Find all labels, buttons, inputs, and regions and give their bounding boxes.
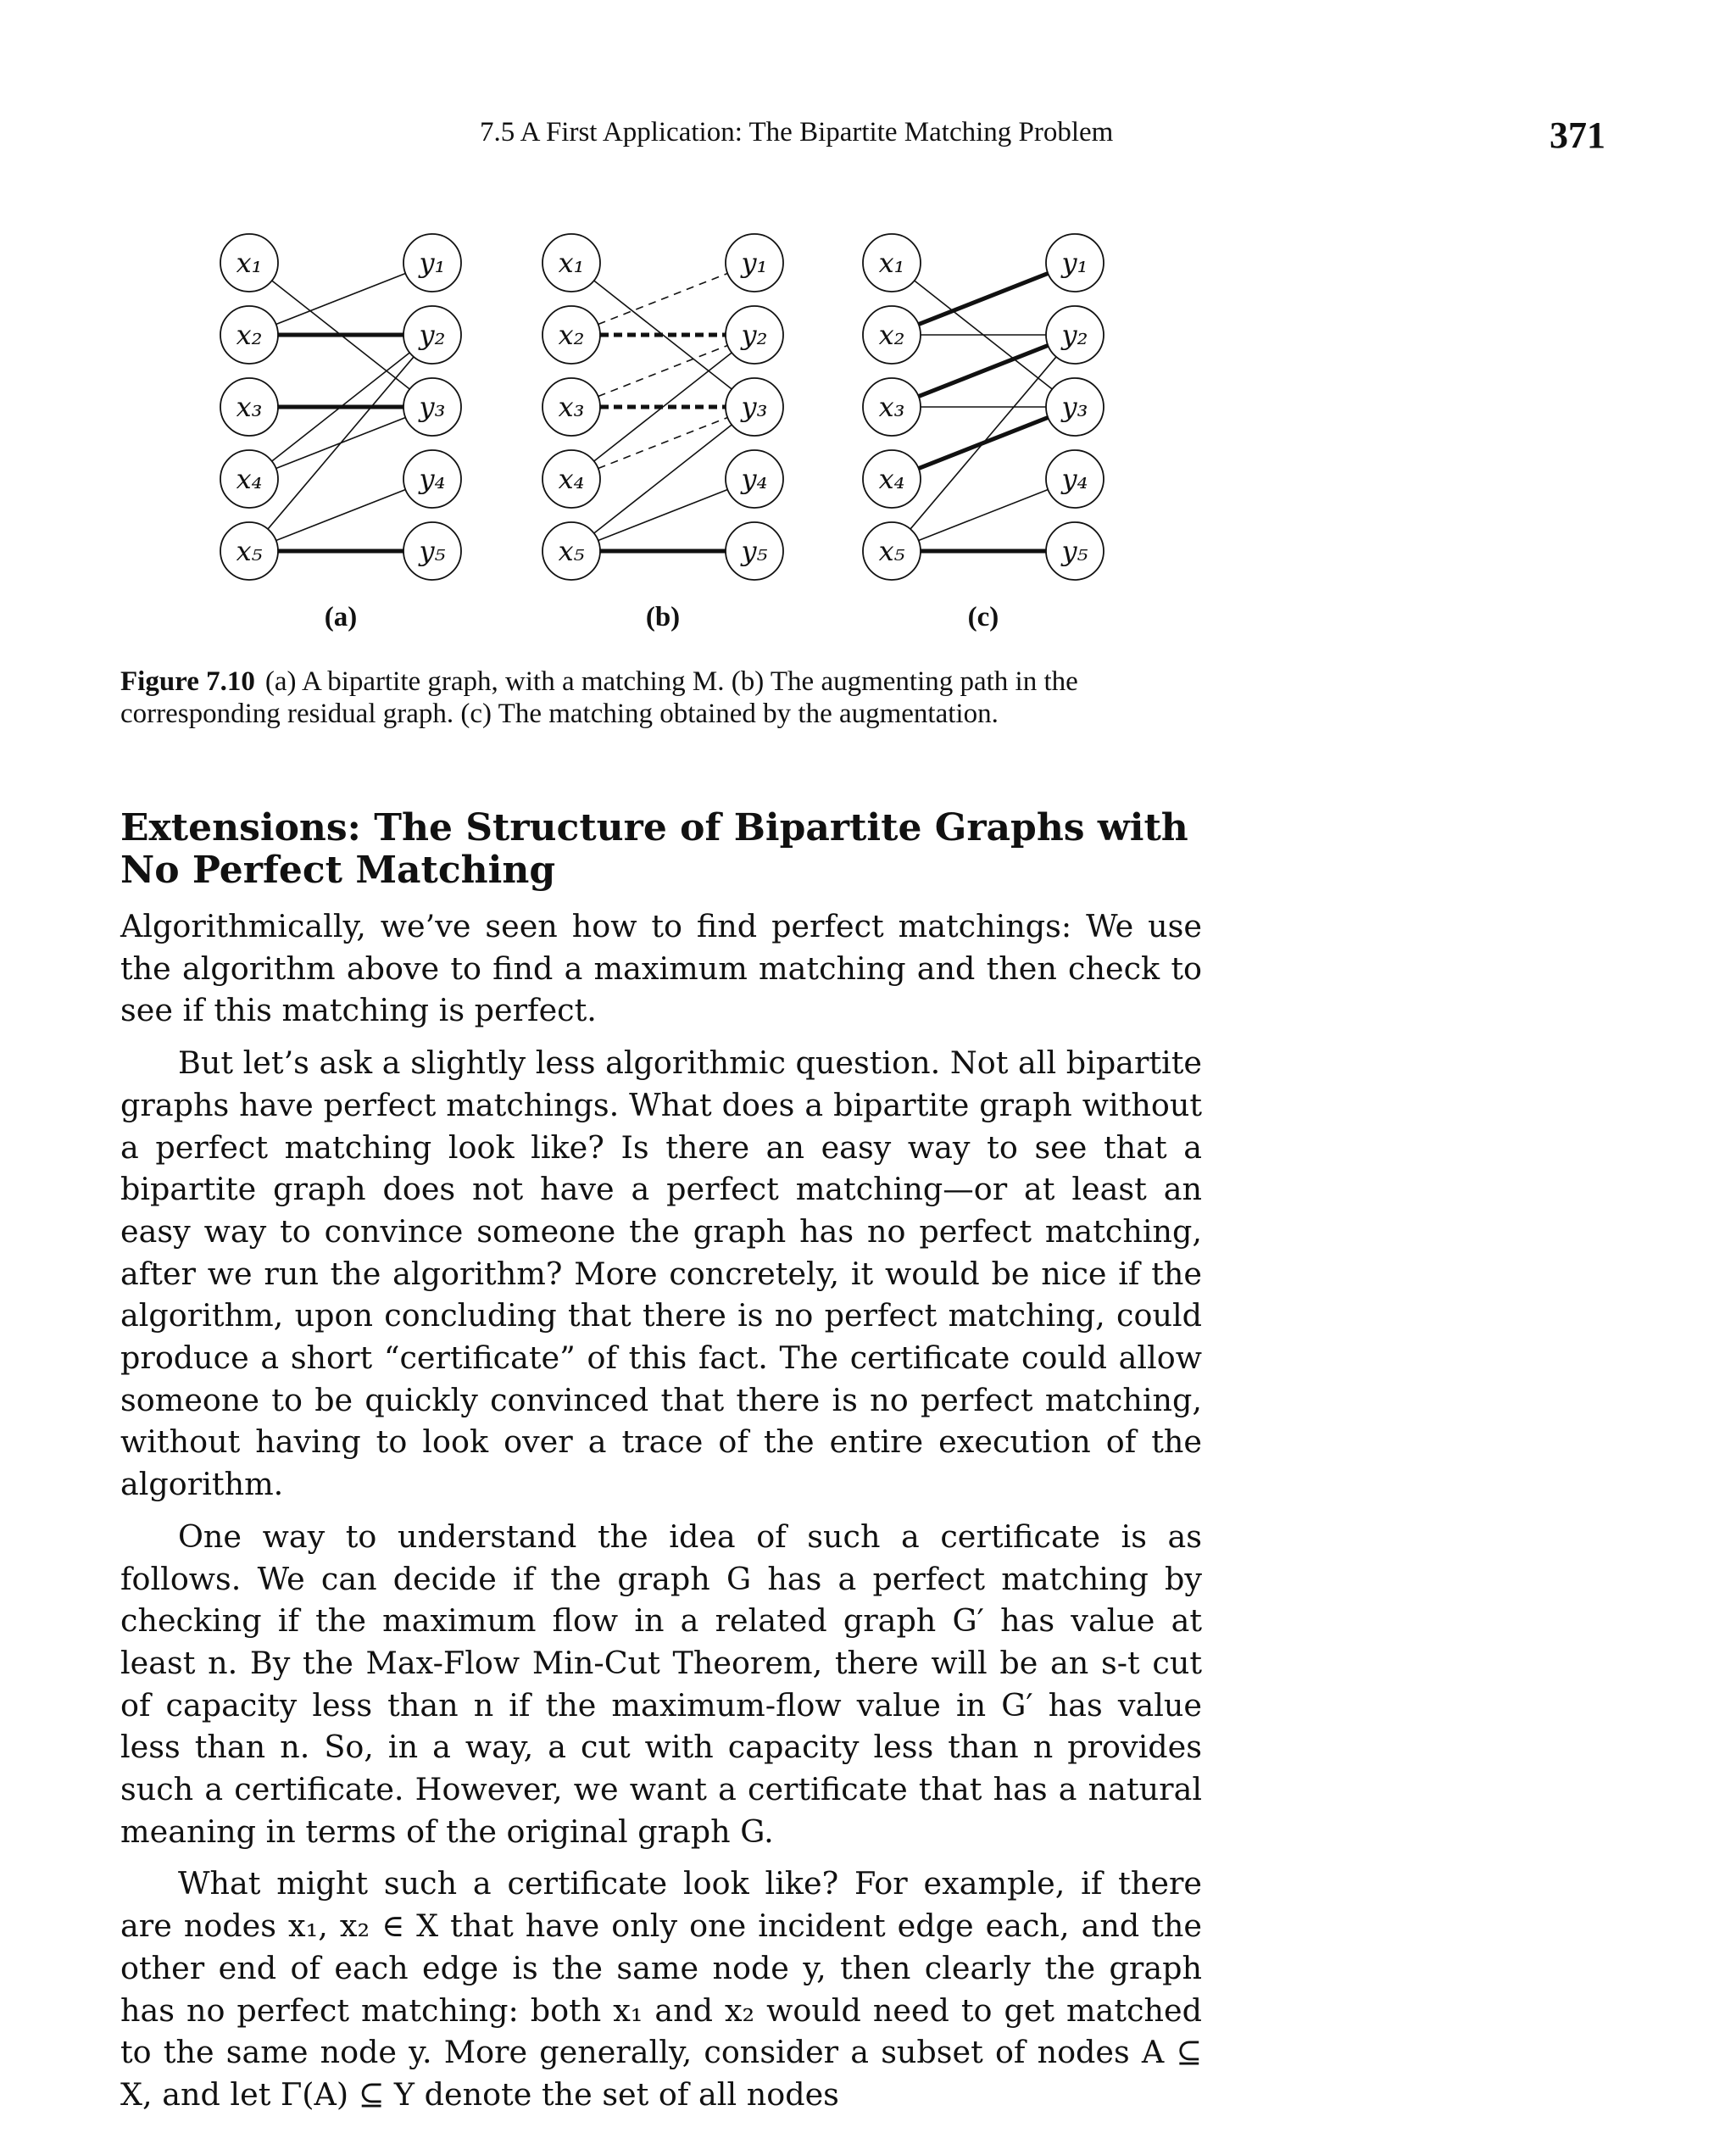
graph-node-label: y₅ <box>741 535 768 567</box>
bipartite-figure <box>0 0 1736 661</box>
graph-node-label: y₄ <box>419 463 446 495</box>
paragraph-2: But let’s ask a slightly less algorithmic question. Not all bipartite graphs have perfect matchings. What does a bipartite graph without a perfect matching look like? Is there an easy way to see that a bipartite graph does not have a perfect matching—or at least an easy way to convince someone the graph has no perfect matching, after we run the algorithm? More concretely, it would be nice if the algorithm, upon concluding that there is no perfect matching, could produce a short “certificate” of this fact. The certificate could allow someone to be quickly convinced that there is no perfect matching, without having to look over a trace of the entire execution of the algorithm. <box>120 1044 1202 1503</box>
graph-edge <box>594 425 732 533</box>
graph-node-label: y₄ <box>741 463 768 495</box>
graph-node-label: x₂ <box>236 319 263 351</box>
paragraph-1: Algorithmically, we’ve seen how to find perfect matchings: We use the algorithm above to find a maximum matching and then check to see if this matching is perfect. <box>120 908 1202 1029</box>
section-heading-line1: Extensions: The Structure of Bipartite Graphs with <box>120 806 1188 849</box>
graph-node-label: y₁ <box>419 247 446 279</box>
section-heading <box>120 807 1248 892</box>
graph-node-label: y₂ <box>419 319 446 351</box>
graph-node-label: y₁ <box>741 247 768 279</box>
graph-node-label: x₁ <box>558 247 585 279</box>
graph-node-label: x₃ <box>878 391 905 423</box>
graph-node-label: y₅ <box>1061 535 1088 567</box>
panel-label: (a) <box>324 602 358 632</box>
figure-caption <box>120 665 1222 730</box>
graph-node-label: x₁ <box>878 247 905 279</box>
graph-node-label: x₁ <box>236 247 263 279</box>
graph-node-label: y₄ <box>1061 463 1088 495</box>
panel-label: (b) <box>645 602 681 632</box>
graph-node-label: x₄ <box>878 463 905 495</box>
graph-node-label: x₄ <box>558 463 585 495</box>
graph-node-label: y₅ <box>419 535 446 567</box>
graph-node-label: x₃ <box>236 391 263 423</box>
graph-node-label: y₃ <box>1061 391 1088 423</box>
graph-panel-b <box>542 234 783 632</box>
graph-node-label: x₅ <box>878 535 905 567</box>
graph-node-label: x₂ <box>558 319 585 351</box>
graph-node-label: x₄ <box>236 463 263 495</box>
figure-caption-text: (a) A bipartite graph, with a matching M. (b) The augmenting path in the corresponding residual graph. (c) The matching obtained by the augmentation. <box>120 666 1078 729</box>
figure-caption-label: Figure 7.10 <box>120 666 255 697</box>
graph-node-label: x₂ <box>878 319 905 351</box>
graph-node-label: y₁ <box>1061 247 1088 279</box>
graph-node-label: y₃ <box>419 391 446 423</box>
graph-node-label: y₃ <box>741 391 768 423</box>
section-heading-line2: No Perfect Matching <box>120 849 556 892</box>
page-number: 371 <box>1550 114 1605 156</box>
paragraph-3: One way to understand the idea of such a certificate is as follows. We can decide if the graph G has a perfect matching by checking if the maximum flow in a related graph G′ has value at least n. By the Max-Flow Min-Cut Theorem, there will be an s-t cut of capacity less than n if the maximum-flow value in G′ has value less than n. So, in a way, a cut with capacity less than n provides such a certificate. However, we want a certificate that has a natural meaning in terms of the original graph G. <box>120 1518 1202 1850</box>
graph-node-label: x₅ <box>236 535 263 567</box>
paragraph-4: What might such a certificate look like? For example, if there are nodes x₁, x₂ ∈ X that have only one incident edge each, and the other end of each edge is the same node y, then clearly the graph has no perfect matching: both x₁ and x₂ would need to get matched to the same node y. More generally, consider a subset of nodes A ⊆ X, and let Γ(A) ⊆ Y denote the set of all nodes <box>120 1865 1202 2113</box>
graph-node-label: x₅ <box>558 535 585 567</box>
body-text <box>120 905 1202 2126</box>
graph-panel-c <box>863 234 1104 632</box>
graph-node-label: y₂ <box>741 319 768 351</box>
panel-label: (c) <box>967 602 999 632</box>
graph-node-label: x₃ <box>558 391 585 423</box>
running-header: 7.5 A First Application: The Bipartite Matching Problem <box>480 117 1114 148</box>
graph-edge <box>268 357 414 529</box>
graph-panel-a <box>220 234 461 632</box>
graph-edge <box>910 357 1056 529</box>
graph-node-label: y₂ <box>1061 319 1088 351</box>
